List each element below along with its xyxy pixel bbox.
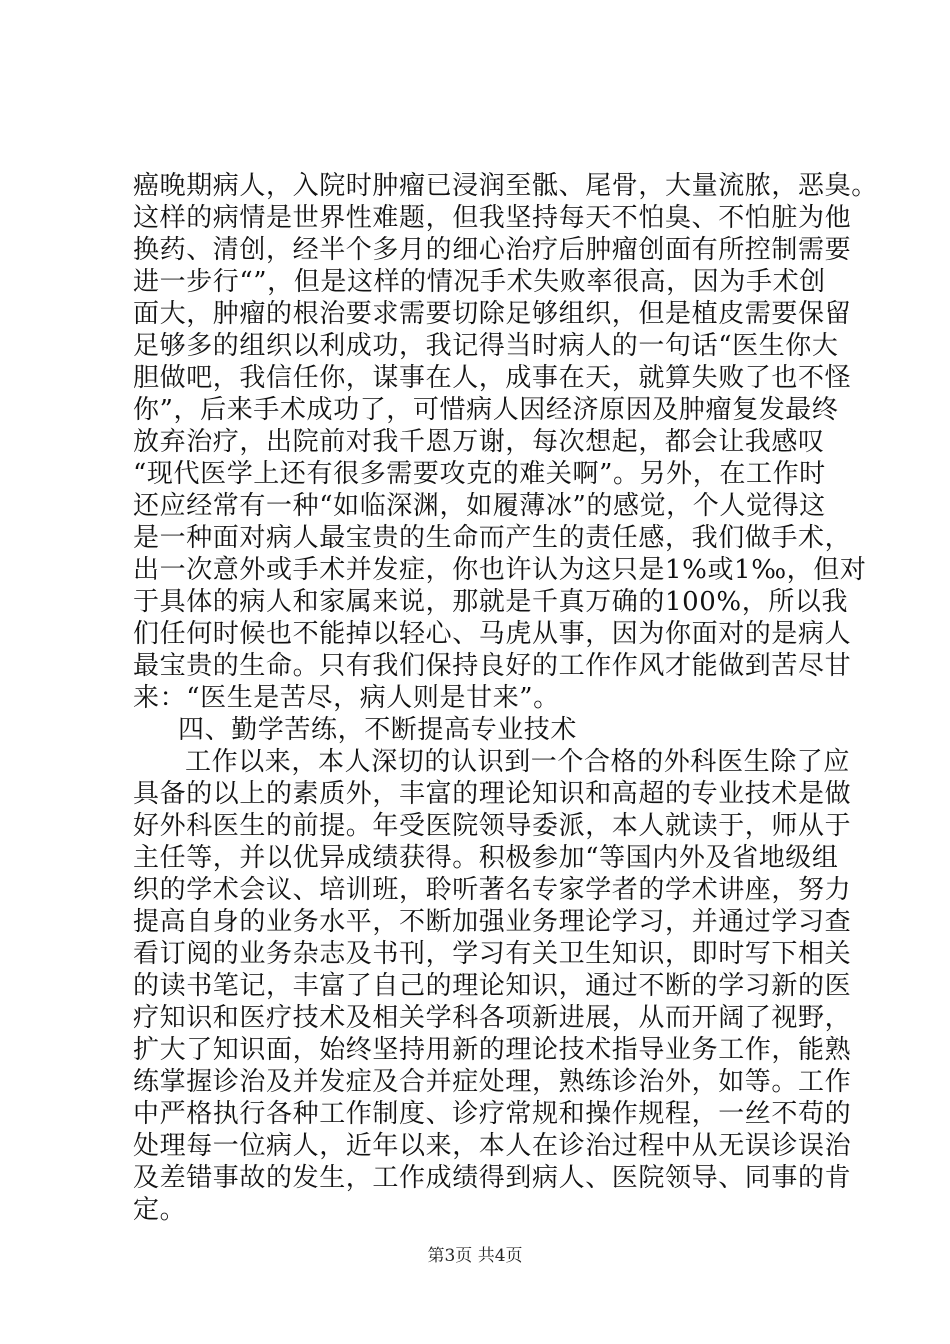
text-line: 具备的以上的素质外，丰富的理论知识和高超的专业技术是做 xyxy=(133,779,852,809)
text-line: 放弃治疗，出院前对我千恩万谢，每次想起，都会让我感叹 xyxy=(133,427,825,457)
text-line: 还应经常有一种“如临深渊，如履薄冰”的感觉，个人觉得这 xyxy=(133,491,826,521)
text-line: 练掌握诊治及并发症及合并症处理，熟练诊治外，如等。工作 xyxy=(133,1067,852,1097)
text-line: 定。 xyxy=(133,1195,187,1225)
text-line: 好外科医生的前提。年受医院领导委派，本人就读于，师从于 xyxy=(133,811,852,841)
text-line: 织的学术会议、培训班，聆听著名专家学者的学术讲座，努力 xyxy=(133,875,852,905)
text-line: 提高自身的业务水平，不断加强业务理论学习，并通过学习查 xyxy=(133,907,852,937)
text-line: 看订阅的业务杂志及书刊，学习有关卫生知识，即时写下相关 xyxy=(133,939,852,969)
text-line: 的读书笔记，丰富了自己的理论知识，通过不断的学习新的医 xyxy=(133,971,852,1001)
text-line: 扩大了知识面，始终坚持用新的理论技术指导业务工作，能熟 xyxy=(133,1035,852,1065)
text-line: 你”，后来手术成功了，可惜病人因经济原因及肿瘤复发最终 xyxy=(133,395,839,425)
text-line: 是一种面对病人最宝贵的生命而产生的责任感，我们做手术， xyxy=(133,523,852,553)
text-line: 来：“医生是苦尽，病人则是甘来”。 xyxy=(133,683,560,713)
text-line: “现代医学上还有很多需要攻克的难关啊”。另外，在工作时 xyxy=(133,459,826,489)
text-line: 及差错事故的发生，工作成绩得到病人、医院领导、同事的肯 xyxy=(133,1163,852,1193)
paragraph-first-line: 工作以来，本人深切的认识到一个合格的外科医生除了应 xyxy=(185,747,851,777)
text-line: 中严格执行各种工作制度、诊疗常规和操作规程，一丝不苟的 xyxy=(133,1099,852,1129)
text-line: 于具体的病人和家属来说，那就是千真万确的100%，所以我 xyxy=(133,587,849,617)
page-number: 第3页 共4页 xyxy=(427,1246,523,1266)
text-line: 胆做吧，我信任你，谋事在人，成事在天，就算失败了也不怪 xyxy=(133,363,852,393)
text-line: 这样的病情是世界性难题，但我坚持每天不怕臭、不怕脏为他 xyxy=(133,203,852,233)
text-line: 出一次意外或手术并发症，你也许认为这只是1%或1‰，但对 xyxy=(133,555,867,585)
text-line: 面大，肿瘤的根治要求需要切除足够组织，但是植皮需要保留 xyxy=(133,299,852,329)
text-line: 处理每一位病人，近年以来，本人在诊治过程中从无误诊误治 xyxy=(133,1131,852,1161)
text-line: 疗知识和医疗技术及相关学科各项新进展，从而开阔了视野， xyxy=(133,1003,852,1033)
text-line: 们任何时候也不能掉以轻心、马虎从事，因为你面对的是病人 xyxy=(133,619,852,649)
text-line: 进一步行“”，但是这样的情况手术失败率很高，因为手术创 xyxy=(133,267,826,297)
text-line: 最宝贵的生命。只有我们保持良好的工作作风才能做到苦尽甘 xyxy=(133,651,852,681)
text-line: 换药、清创，经半个多月的细心治疗后肿瘤创面有所控制需要 xyxy=(133,235,852,265)
document-body xyxy=(133,170,878,1226)
section-heading: 四、勤学苦练，不断提高专业技术 xyxy=(178,715,578,745)
text-line: 足够多的组织以利成功，我记得当时病人的一句话“医生你大 xyxy=(133,331,839,361)
text-line: 主任等，并以优异成绩获得。积极参加“等国内外及省地级组 xyxy=(133,843,839,873)
text-line: 癌晚期病人，入院时肿瘤已浸润至骶、尾骨，大量流脓，恶臭。 xyxy=(133,171,878,201)
